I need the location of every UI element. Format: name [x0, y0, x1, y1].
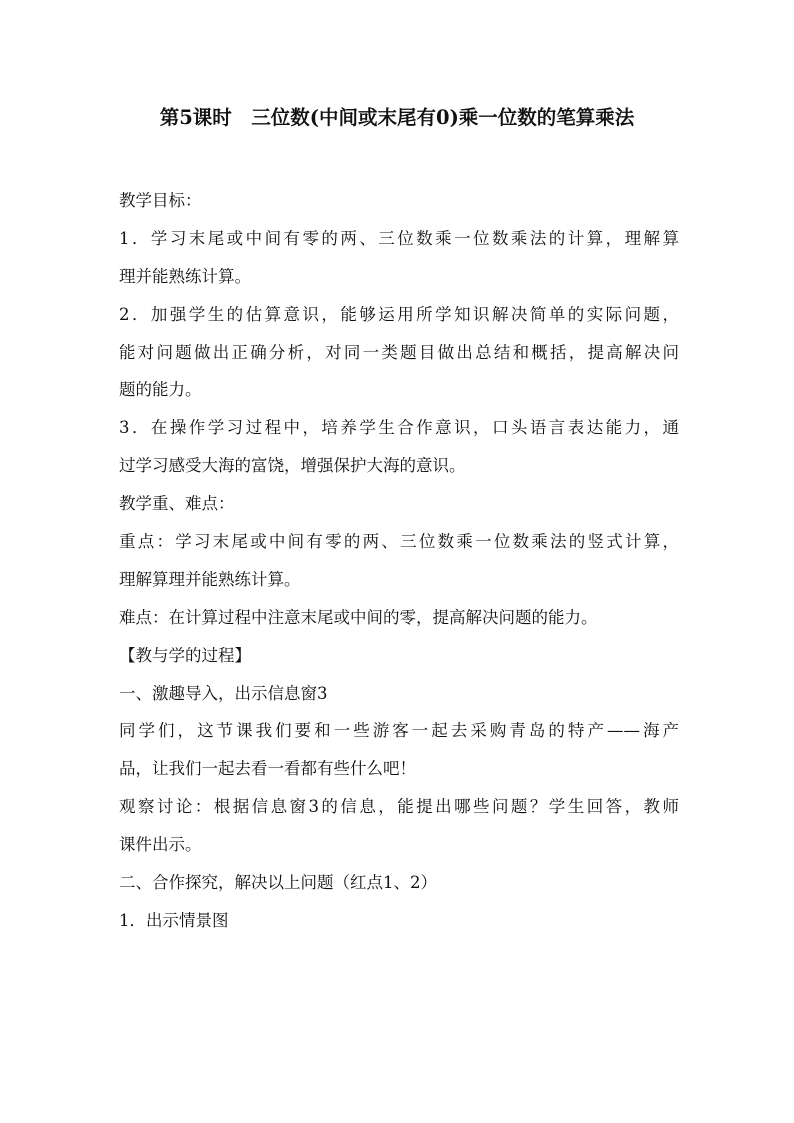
key-points-heading: 教学重、难点：	[119, 494, 235, 514]
key-point-line-1: 重点：学习末尾或中间有零的两、三位数乘一位数乘法的竖式计算，	[119, 532, 679, 552]
discussion-line-2: 课件出示。	[119, 835, 202, 855]
section-2-heading: 二、合作探究，解决以上问题（红点1、2）	[119, 873, 437, 893]
key-point-line-2: 理解算理并能熟练计算。	[119, 569, 301, 589]
objective-1-line-2: 理并能熟练计算。	[119, 266, 251, 286]
document-title: 第5课时 三位数(中间或末尾有0)乘一位数的笔算乘法	[159, 106, 635, 129]
discussion-line-1: 观察讨论：根据信息窗3的信息，能提出哪些问题？学生回答，教师	[119, 797, 679, 817]
objective-3-line-2: 过学习感受大海的富饶，增强保护大海的意识。	[119, 456, 466, 476]
difficulty-line: 难点：在计算过程中注意末尾或中间的零，提高解决问题的能力。	[119, 607, 598, 627]
objective-2-line-3: 题的能力。	[119, 380, 202, 400]
section-1-heading: 一、激趣导入，出示信息窗3	[119, 683, 328, 703]
objective-1-line-1: 1．学习末尾或中间有零的两、三位数乘一位数乘法的计算，理解算	[119, 228, 679, 248]
process-heading: 【教与学的过程】	[119, 645, 251, 665]
objective-3-line-1: 3．在操作学习过程中，培养学生合作意识，口头语言表达能力，通	[119, 418, 679, 438]
step-1-line: 1．出示情景图	[119, 910, 229, 930]
objective-2-line-1: 2．加强学生的估算意识，能够运用所学知识解决简单的实际问题，	[119, 304, 679, 324]
objective-2-line-2: 能对问题做出正确分析，对同一类题目做出总结和概括，提高解决问	[119, 342, 679, 362]
document-body	[119, 182, 679, 940]
intro-line-2: 品，让我们一起去看一看都有些什么吧！	[119, 759, 416, 779]
objectives-heading: 教学目标：	[119, 191, 202, 210]
intro-line-1: 同学们，这节课我们要和一些游客一起去采购青岛的特产——海产	[119, 721, 679, 741]
